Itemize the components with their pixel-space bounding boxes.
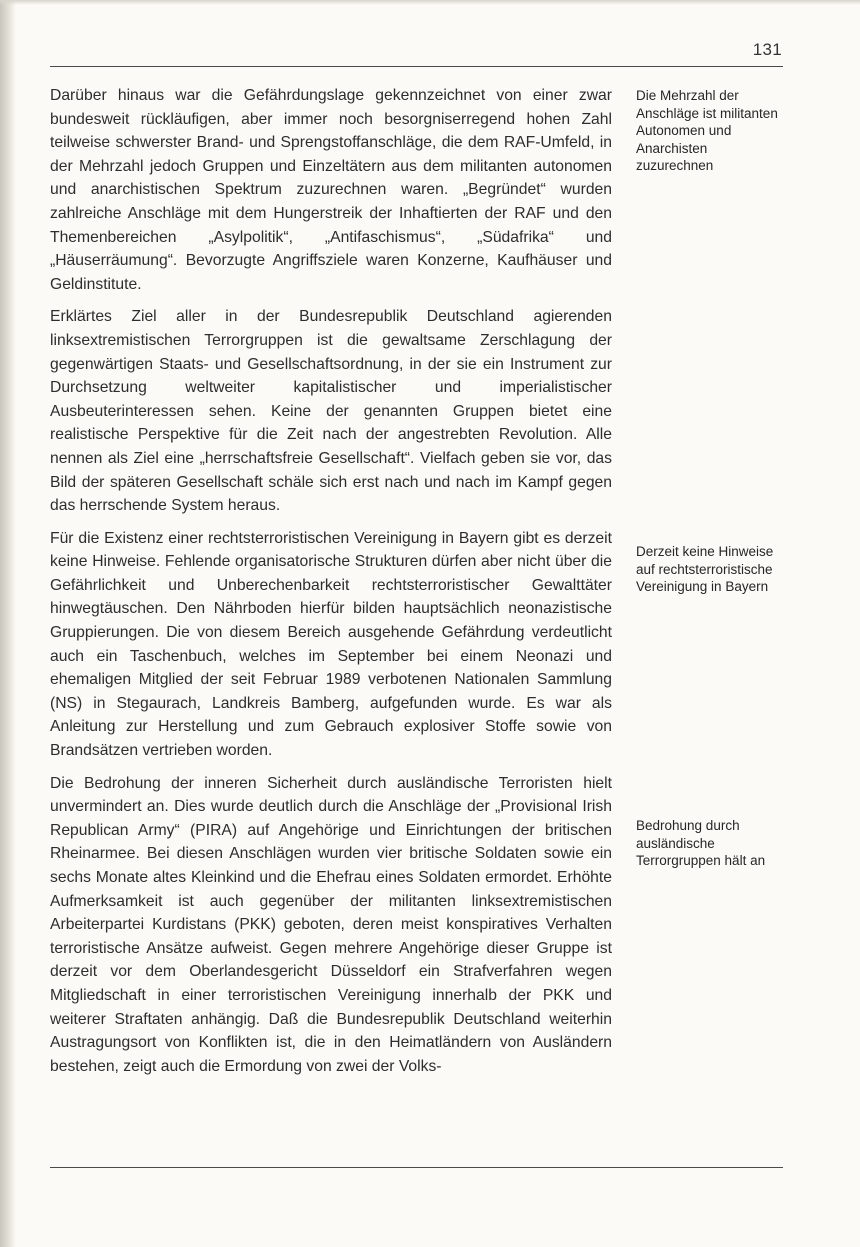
binding-shadow xyxy=(0,0,16,1247)
footer-rule xyxy=(50,1167,783,1168)
margin-note-text: Bedrohung durch ausländische Terrorgruppen hält an xyxy=(636,818,766,868)
margin-note-anschlaege xyxy=(636,87,786,175)
margin-note-rechtsterrorismus xyxy=(636,543,786,596)
header-rule xyxy=(50,66,783,67)
page-number: 131 xyxy=(752,40,782,59)
margin-note-text: Derzeit keine Hinweise auf rechtsterroristische Vereinigung in Bayern xyxy=(636,544,774,594)
paragraph-auslaendische-terroristen: Die Bedrohung der inneren Sicherheit durch ausländische Terroristen hielt unvermindert an. Dies wurde deutlich durch die Anschläge der „Provisional Irish Republican Army“ (PIRA) auf Angehörige und Einrichtungen der britischen Rheinarmee. Bei diesen Anschlägen wurden vier britische Soldaten sowie ein sechs Monate altes Kleinkind und die Ehefrau eines Soldaten ermordet. Erhöhte Aufmerksamkeit ist auch gegenüber der militanten linksextremistischen Arbeiterpartei Kurdistans (PKK) geboten, deren meist konspiratives Verhalten terroristische Ansätze aufweist. Gegen mehrere Angehörige dieser Gruppe ist derzeit vor dem Oberlandesgericht Düsseldorf ein Strafverfahren wegen Mitgliedschaft in einer terroristischen Vereinigung innerhalb der PKK und weiterer Straftaten anhängig. Daß die Bundesrepublik Deutschland weiterhin Austragungsort von Konflikten ist, die in den Heimatländern von Ausländern bestehen, zeigt auch die Ermordung von zwei der Volks- xyxy=(50,774,612,1075)
paragraph-rechtsterrorismus: Für die Existenz einer rechtsterroristischen Vereinigung in Bayern gibt es derzeit keine Hinweise. Fehlende organisatorische Strukturen dürfen aber nicht über die Gefährlichkeit und Unberechenbarkeit rechtsterroristischer Gewalttäter hinwegtäuschen. Den Nährboden hierfür bilden hauptsächlich neonazistische Gruppierungen. Die von diesem Bereich ausgehende Gefährdung verdeutlicht auch ein Taschenbuch, welches im September bei einem Neonazi und ehemaligen Mitglied der seit Februar 1989 verbotenen Nationalen Sammlung (NS) in Stegaurach, Landkreis Bamberg, aufgefunden wurde. Es war als Anleitung zur Herstellung und zum Gebrauch explosiver Stoffe sowie von Brandsätzen vertrieben worden. xyxy=(50,529,612,760)
margin-note-text: Die Mehrzahl der Anschläge ist militanten Autonomen und Anarchisten zuzurechnen xyxy=(636,88,778,173)
paragraph-gefaehrdungslage: Darüber hinaus war die Gefährdungslage gekennzeichnet von einer zwar bundesweit rückläufigen, aber immer noch besorgniserregend hohen Zahl teilweise schwerster Brand- und Sprengstoffanschläge, die dem RAF-Umfeld, in der Mehrzahl jedoch Gruppen und Einzeltätern aus dem militanten autonomen und anarchistischen Spektrum zuzurechnen waren. „Begründet“ wurden zahlreiche Anschläge mit dem Hungerstreik der Inhaftierten der RAF und den Themenbereichen „Asylpolitik“, „Antifaschismus“, „Südafrika“ und „Häuserräumung“. Bevorzugte Angriffsziele waren Konzerne, Kaufhäuser und Geldinstitute. xyxy=(50,87,612,293)
scan-top-edge xyxy=(0,0,860,5)
margin-note-auslaendische-terrorgruppen xyxy=(636,817,786,870)
paragraph-ziel-linksextremisten: Erklärtes Ziel aller in der Bundesrepublik Deutschland agierenden linksextremistischen Terrorgruppen ist die gewaltsame Zerschlagung der gegenwärtigen Staats- und Gesellschaftsordnung, in der sie ein Instrument zur Durchsetzung weltweiter kapitalistischer und imperialistischer Ausbeuterinteressen sehen. Keine der genannten Gruppen bietet eine realistische Perspektive für die Zeit nach der angestrebten Revolution. Alle nennen als Ziel eine „herrschaftsfreie Gesellschaft“. Vielfach geben sie vor, das Bild der späteren Gesellschaft schäle sich erst nach und nach im Kampf gegen das herrschende System heraus. xyxy=(50,308,612,515)
main-text-column xyxy=(50,84,612,1087)
